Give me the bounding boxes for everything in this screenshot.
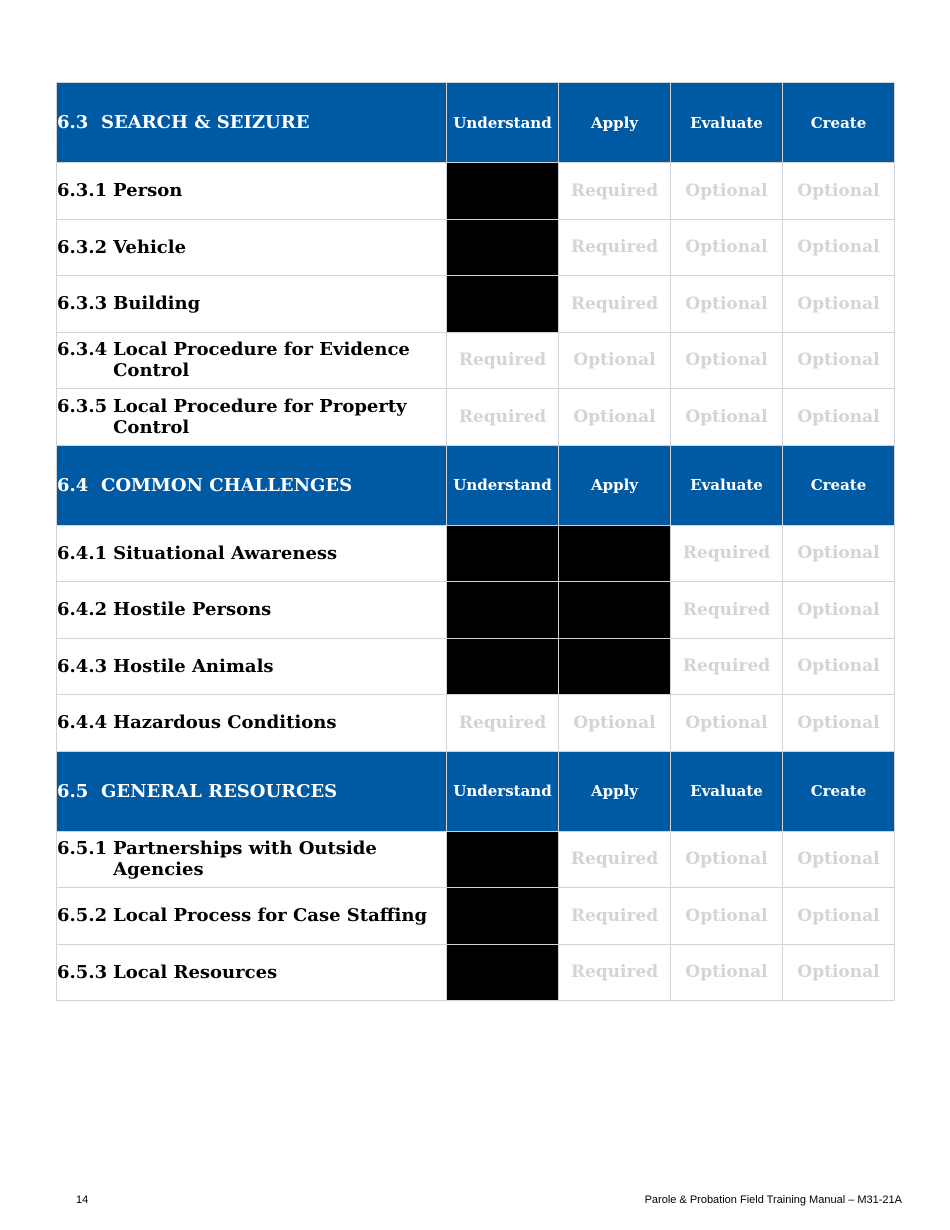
topic-row [57, 944, 895, 1001]
level-cell-apply: Required [559, 888, 671, 945]
section-title-cell [57, 751, 447, 831]
level-cell-create: Optional [783, 944, 895, 1001]
level-cell-create: Optional [783, 831, 895, 888]
topic-label: Local Procedure for Property Control [113, 395, 407, 438]
column-header-evaluate: Evaluate [671, 445, 783, 525]
level-cell-create: Optional [783, 582, 895, 639]
level-cell-create: Optional [783, 638, 895, 695]
topic-label: Hostile Persons [113, 599, 272, 621]
blocked-cell [447, 582, 559, 639]
level-cell-create: Optional [783, 163, 895, 220]
level-cell-evaluate: Optional [671, 944, 783, 1001]
topic-row [57, 695, 895, 752]
topic-label-cell [57, 831, 447, 888]
blocked-cell [559, 582, 671, 639]
level-cell-apply: Required [559, 163, 671, 220]
topic-label: Local Process for Case Staffing [113, 905, 428, 927]
section-title: SEARCH & SEIZURE [101, 112, 310, 133]
skills-table [56, 82, 895, 1001]
topic-label: Local Resources [113, 961, 278, 983]
blocked-cell [447, 944, 559, 1001]
topic-number: 6.4.2 [57, 599, 108, 621]
topic-row [57, 831, 895, 888]
topic-label: Situational Awareness [113, 542, 338, 564]
topic-row [57, 276, 895, 333]
level-cell-apply: Optional [559, 389, 671, 446]
topic-label-cell [57, 525, 447, 582]
topic-number: 6.5.2 [57, 905, 108, 927]
section-title: GENERAL RESOURCES [101, 780, 338, 802]
manual-title: Parole & Probation Field Training Manual – M31-21A [644, 1194, 902, 1206]
topic-label-cell [57, 219, 447, 276]
level-cell-understand: Required [447, 389, 559, 446]
page-number: 14 [76, 1194, 89, 1206]
blocked-cell [447, 525, 559, 582]
level-cell-evaluate: Optional [671, 888, 783, 945]
topic-row [57, 389, 895, 446]
section-number: 6.4 [57, 474, 89, 496]
column-header-understand: Understand [447, 83, 559, 163]
level-cell-understand: Required [447, 332, 559, 389]
topic-row [57, 332, 895, 389]
topic-label-cell [57, 888, 447, 945]
topic-row [57, 888, 895, 945]
topic-row [57, 525, 895, 582]
topic-number: 6.4.1 [57, 542, 108, 564]
level-cell-evaluate: Required [671, 582, 783, 639]
column-header-apply: Apply [559, 445, 671, 525]
section-number: 6.3 [57, 112, 89, 133]
level-cell-apply: Optional [559, 695, 671, 752]
topic-row [57, 219, 895, 276]
topic-label: Partnerships with Outside Agencies [113, 838, 377, 881]
blocked-cell [447, 638, 559, 695]
column-header-create: Create [783, 83, 895, 163]
level-cell-evaluate: Optional [671, 695, 783, 752]
level-cell-create: Optional [783, 695, 895, 752]
section-header-row [57, 83, 895, 163]
topic-number: 6.4.4 [57, 712, 108, 734]
topic-label-cell [57, 332, 447, 389]
topic-label: Hostile Animals [113, 655, 274, 677]
column-header-understand: Understand [447, 751, 559, 831]
topic-number: 6.3.1 [57, 180, 108, 202]
topic-label: Hazardous Conditions [113, 712, 337, 734]
column-header-apply: Apply [559, 751, 671, 831]
section-header-row [57, 751, 895, 831]
blocked-cell [559, 525, 671, 582]
topic-label-cell [57, 638, 447, 695]
topic-number: 6.3.5 [57, 395, 108, 417]
topic-row [57, 582, 895, 639]
topic-label-cell [57, 276, 447, 333]
section-title-cell [57, 83, 447, 163]
topic-label-cell [57, 163, 447, 220]
level-cell-evaluate: Optional [671, 276, 783, 333]
level-cell-create: Optional [783, 219, 895, 276]
blocked-cell [447, 219, 559, 276]
section-title: COMMON CHALLENGES [101, 474, 353, 496]
blocked-cell [559, 638, 671, 695]
level-cell-create: Optional [783, 389, 895, 446]
level-cell-evaluate: Optional [671, 332, 783, 389]
column-header-understand: Understand [447, 445, 559, 525]
topic-label-cell [57, 944, 447, 1001]
topic-number: 6.3.4 [57, 339, 108, 361]
level-cell-apply: Required [559, 831, 671, 888]
topic-label: Local Procedure for Evidence Control [113, 339, 410, 382]
level-cell-evaluate: Optional [671, 389, 783, 446]
level-cell-create: Optional [783, 888, 895, 945]
section-title-cell [57, 445, 447, 525]
topic-number: 6.3.3 [57, 293, 108, 315]
topic-row [57, 163, 895, 220]
column-header-create: Create [783, 751, 895, 831]
topic-number: 6.4.3 [57, 655, 108, 677]
column-header-apply: Apply [559, 83, 671, 163]
topic-label: Person [113, 180, 183, 202]
section-header-row [57, 445, 895, 525]
level-cell-evaluate: Required [671, 638, 783, 695]
level-cell-create: Optional [783, 525, 895, 582]
blocked-cell [447, 276, 559, 333]
blocked-cell [447, 831, 559, 888]
blocked-cell [447, 888, 559, 945]
column-header-evaluate: Evaluate [671, 751, 783, 831]
topic-row [57, 638, 895, 695]
level-cell-evaluate: Optional [671, 831, 783, 888]
level-cell-apply: Optional [559, 332, 671, 389]
topic-number: 6.5.3 [57, 961, 108, 983]
level-cell-evaluate: Optional [671, 219, 783, 276]
level-cell-evaluate: Required [671, 525, 783, 582]
topic-label-cell [57, 695, 447, 752]
topic-number: 6.3.2 [57, 236, 108, 258]
level-cell-apply: Required [559, 219, 671, 276]
level-cell-apply: Required [559, 944, 671, 1001]
topic-label: Building [113, 293, 201, 315]
topic-label-cell [57, 389, 447, 446]
topic-label-cell [57, 582, 447, 639]
column-header-create: Create [783, 445, 895, 525]
level-cell-apply: Required [559, 276, 671, 333]
level-cell-create: Optional [783, 276, 895, 333]
section-number: 6.5 [57, 780, 89, 802]
level-cell-understand: Required [447, 695, 559, 752]
topic-number: 6.5.1 [57, 838, 108, 860]
level-cell-create: Optional [783, 332, 895, 389]
column-header-evaluate: Evaluate [671, 83, 783, 163]
topic-label: Vehicle [113, 236, 187, 258]
blocked-cell [447, 163, 559, 220]
level-cell-evaluate: Optional [671, 163, 783, 220]
